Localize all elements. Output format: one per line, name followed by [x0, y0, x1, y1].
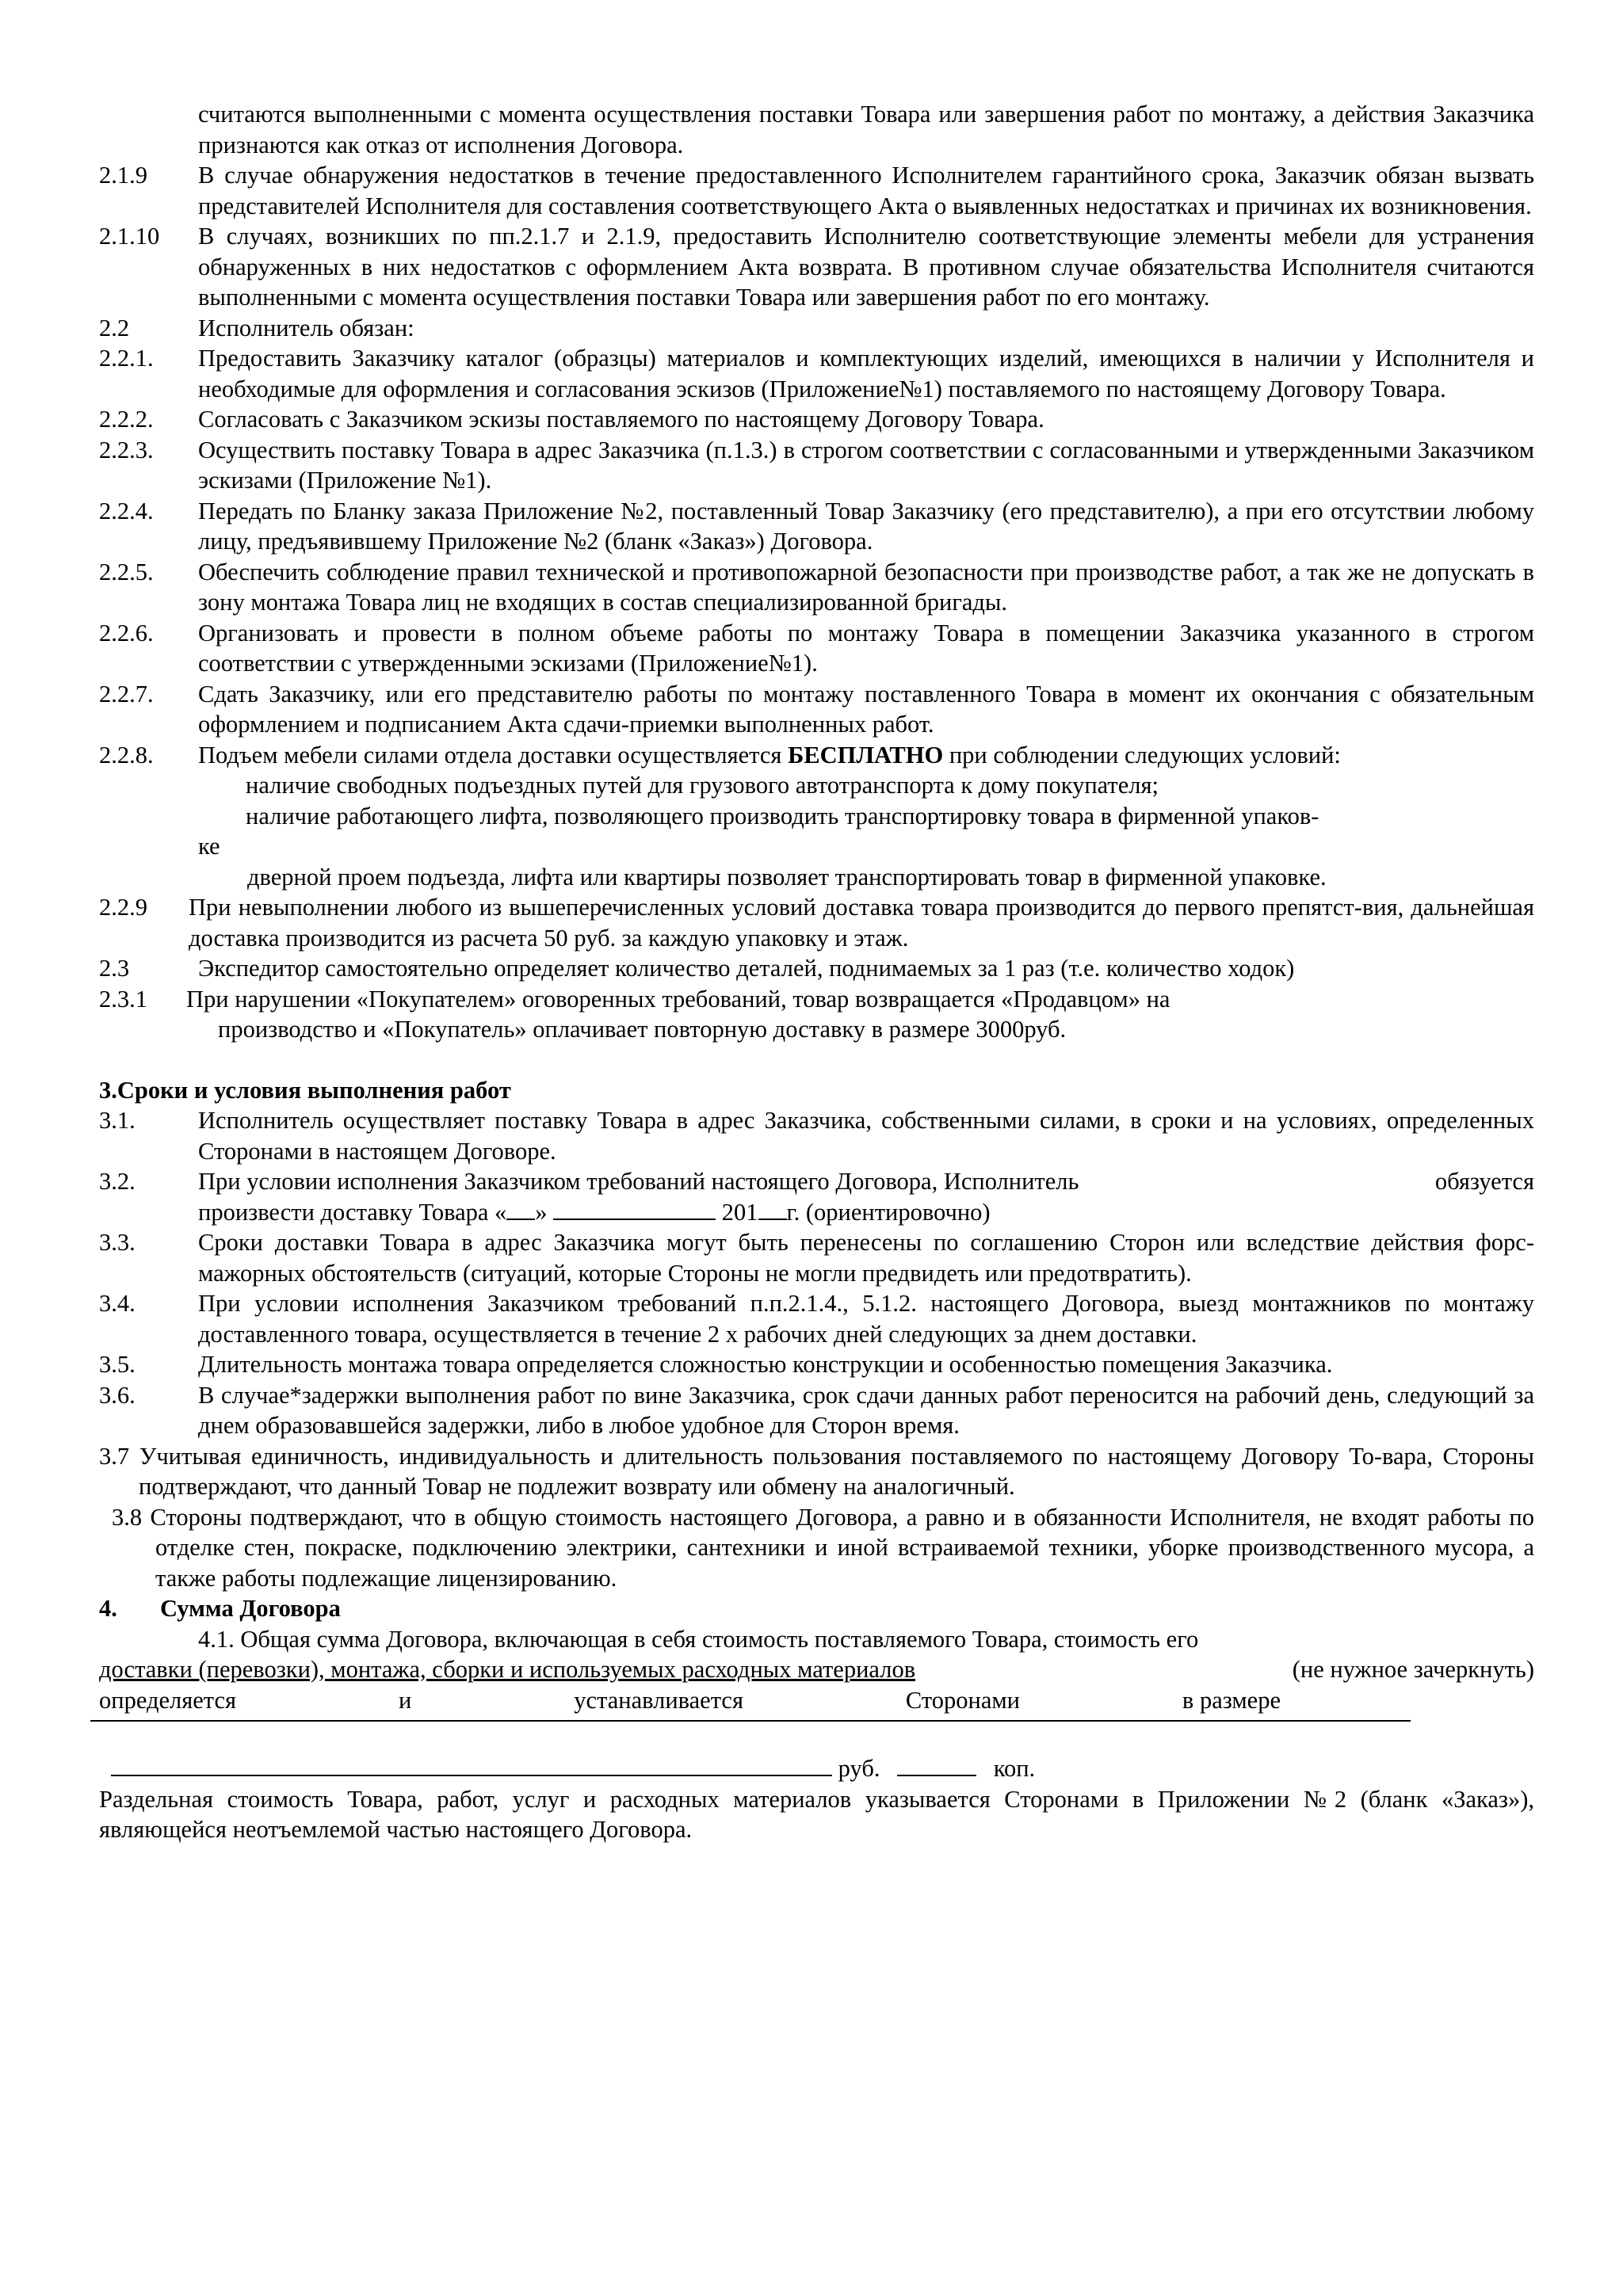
clause-text: Согласовать с Заказчиком эскизы поставляемого по настоящему Договору Товара.: [198, 406, 1044, 433]
clause-text-line1: При нарушении «Покупателем» оговоренных требований, товар возвращается «Продавцом» на: [186, 985, 1170, 1013]
delivery-date-quote: »: [535, 1198, 548, 1226]
clause-number: 2.2.6.: [99, 619, 154, 646]
clause-number: 2.2: [99, 314, 130, 341]
spread-word: и: [398, 1686, 412, 1714]
clause-4-1-line3: [0, 1685, 1623, 1716]
rub-label: руб.: [838, 1755, 880, 1782]
final-paragraph: Раздельная стоимость Товара, работ, услуг и расходных материалов указывается Сторонами в Приложении №2 (бланк «Заказ»), являющейся неотъемлемой частью настоящего Договора.: [99, 1785, 1534, 1843]
top-margin: [0, 0, 1623, 99]
clause-3-8: 3.8 Стороны подтверждают, что в общую стоимость настоящего Договора, а равно и в обязанности Исполнителя, не входят работы по отделке стен, покраске, подключению электрики, сантехники и иной встраиваемой техники, уборке производственного мусора, а также работы подлежащие лицензированию.: [112, 1503, 1534, 1592]
clause-number: 2.2.5.: [99, 558, 154, 585]
condition-text-wrap: ке: [198, 833, 220, 860]
clause-text-before: Подъем мебели силами отдела доставки осуществляется: [198, 741, 782, 769]
clause-2-2-9: [0, 892, 1623, 953]
condition-text: наличие работающего лифта, позволяющего производить транспортировку товара в фирменной упаков-: [246, 802, 1319, 830]
clause-number: 2.2.1.: [99, 345, 154, 372]
clause-2-2-3: [0, 435, 1623, 496]
clause-number: 3.4.: [99, 1290, 136, 1317]
spread-word: устанавливается: [574, 1686, 743, 1714]
clause-2-2-4: [0, 496, 1623, 557]
delivery-year-prefix: 201: [721, 1198, 758, 1226]
clause-text: Сроки доставки Товара в адрес Заказчика могут быть перенесены по соглашению Сторон или вследствие действия форс-мажорных обстоятельств (ситуаций, которые Стороны не могли предвидеть или предотвратить).: [198, 1229, 1534, 1287]
clause-number: 2.3: [99, 955, 130, 982]
delivery-month-blank[interactable]: [553, 1198, 716, 1220]
clause-number: 2.2.8.: [99, 741, 154, 769]
free-emphasis: БЕСПЛАТНО: [788, 741, 944, 769]
clause-3-1: [0, 1105, 1623, 1166]
spread-word: Сторонами: [905, 1686, 1021, 1714]
clause-2-2-1: [0, 343, 1623, 404]
clause-number: 3.3.: [99, 1229, 136, 1256]
clause-number: 3.6.: [99, 1381, 136, 1409]
clause-text: [198, 740, 1534, 771]
clause-text: Исполнитель осуществляет поставку Товара в адрес Заказчика, собственными силами, в сроки и на условиях, определенных Сторонами в настоящем Договоре.: [198, 1107, 1534, 1165]
clause-text: Обеспечить соблюдение правил технической и противопожарной безопасности при производстве работ, а так же не допускать в зону монтажа Товара лиц не входящих в состав специализированной бригады.: [198, 558, 1534, 616]
condition-access-roads: [0, 770, 1623, 801]
clause-text: При невыполнении любого из вышеперечисленных условий доставка товара производится до первого препятст-вия, дальнейшая доставка производится из расчета 50 руб. за каждую упаковку и этаж.: [189, 894, 1534, 952]
clause-2-3: [0, 953, 1623, 984]
clause-text-line1-main: При условии исполнения Заказчиком требований настоящего Договора, Исполнитель: [198, 1168, 1079, 1195]
section-number: 4.: [99, 1595, 117, 1622]
clause-2-1-9: [0, 160, 1623, 221]
delivery-day-blank[interactable]: [506, 1198, 535, 1220]
clause-number: 3.2.: [99, 1168, 136, 1195]
clause-2-3-1: [0, 984, 1623, 1045]
clause-number: 2.2.9: [99, 894, 147, 921]
clause-number: 2.1.10: [99, 223, 160, 250]
spread-word: в размере: [1182, 1686, 1281, 1714]
clause-number: 2.2.4.: [99, 497, 154, 524]
clause-text: Исполнитель обязан:: [198, 314, 414, 341]
strike-options: доставки (перевозки), монтажа, сборки и используемых расходных материалов: [99, 1656, 916, 1683]
clause-3-7: 3.7 Учитывая единичность, индивидуальность и длительность пользования поставляемого по настоящему Договору То-вара, Стороны подтверждают, что данный Товар не подлежит возврату или обмену на аналогичный.: [99, 1442, 1534, 1500]
clause-4-1-line2: [99, 1654, 1534, 1685]
clause-2-2: [0, 313, 1623, 344]
clause-text: В случае обнаружения недостатков в течение предоставленного Исполнителем гарантийного срока, Заказчик обязан вызвать представителей Исполнителя для составления соответствующего Акта о выявленных недостатках и причинах их возникновения.: [198, 162, 1534, 219]
section-title-text: Сумма Договора: [160, 1595, 341, 1622]
strike-instruction: (не нужное зачеркнуть): [1292, 1656, 1534, 1683]
clause-text-line1-end: обязуется: [1434, 1168, 1534, 1195]
clause-text: Осуществить поставку Товара в адрес Заказчика (п.1.3.) в строгом соответствии с согласованными и утвержденными Заказчиком эскизами (Приложение №1).: [198, 436, 1534, 494]
spread-word: определяется: [99, 1686, 237, 1714]
kop-label: коп.: [993, 1755, 1036, 1782]
clause-3-5: [0, 1349, 1623, 1380]
clause-3-2: [0, 1166, 1623, 1227]
clause-2-2-7: [0, 679, 1623, 740]
clause-4-1-lead: 4.1. Общая сумма Договора, включающая в себя стоимость поставляемого Товара, стоимость его: [198, 1625, 1199, 1653]
clause-2-2-5: [0, 557, 1623, 618]
clause-number: 2.2.7.: [99, 680, 154, 707]
clause-3-3: [0, 1227, 1623, 1288]
condition-text: наличие свободных подъездных путей для грузового автотранспорта к дому покупателя;: [246, 772, 1159, 799]
clause-number: 2.1.9: [99, 162, 147, 189]
clause-text-line2: производство и «Покупатель» оплачивает повторную доставку в размере 3000руб.: [218, 1016, 1067, 1043]
continuation-text: считаются выполненными с момента осуществления поставки Товара или завершения работ по монтажу, а действия Заказчика признаются как отказ от исполнения Договора.: [198, 101, 1534, 158]
clause-2-2-6: [0, 618, 1623, 679]
clause-text: В случае*задержки выполнения работ по вине Заказчика, срок сдачи данных работ переносится на рабочий день, следующий за днем образовавшейся задержки, либо в любое удобное для Сторон время.: [198, 1381, 1534, 1439]
clause-2-1-10: [0, 221, 1623, 313]
delivery-date-suffix: г. (ориентировочно): [786, 1198, 991, 1226]
condition-elevator: [0, 801, 1623, 862]
clause-text: Длительность монтажа товара определяется сложностью конструкции и особенностью помещения Заказчика.: [198, 1351, 1333, 1378]
delivery-date-line: [198, 1197, 1534, 1228]
clause-text-after: при соблюдении следующих условий:: [949, 741, 1341, 769]
clause-2-2-2: [0, 404, 1623, 435]
clause-text: При условии исполнения Заказчиком требований п.п.2.1.4., 5.1.2. настоящего Договора, выезд монтажников по монтажу доставленного товара, осуществляется в течение 2 х рабочих дней следующих за днем доставки.: [198, 1290, 1534, 1348]
clause-number: 2.3.1: [99, 985, 147, 1013]
clause-text: В случаях, возникших по пп.2.1.7 и 2.1.9, предоставить Исполнителю соответствующие элементы мебели для устранения обнаруженных в них недостатков с оформлением Акта возврата. В противном случае обязательства Исполнителя считаются выполненными с момента осуществления поставки Товара или завершения работ по его монтажу.: [198, 223, 1534, 311]
section-3-title: 3.Сроки и условия выполнения работ: [99, 1076, 511, 1104]
clause-text: Сдать Заказчику, или его представителю работы по монтажу поставленного Товара в момент их окончания с обязательным оформлением и подписанием Акта сдачи-приемки выполненных работ.: [198, 680, 1534, 738]
clause-number: 3.5.: [99, 1351, 136, 1378]
clause-text: Предоставить Заказчику каталог (образцы) материалов и комплектующих изделий, имеющихся в наличии у Исполнителя и необходимые для оформления и согласования эскизов (Приложение№1) поставляемого по настоящему Договору Товара.: [198, 345, 1534, 402]
rubles-blank[interactable]: [111, 1754, 832, 1776]
delivery-date-prefix: произвести доставку Товара «: [198, 1198, 507, 1226]
condition-doorway: [0, 862, 1623, 893]
section-gap: [0, 1045, 1623, 1075]
amount-line: [0, 1753, 1623, 1784]
clause-number: 2.2.3.: [99, 436, 154, 463]
continuation-paragraph: [0, 99, 1623, 160]
delivery-year-blank[interactable]: [758, 1198, 787, 1220]
clause-3-4: [0, 1288, 1623, 1349]
clause-text: Экспедитор самостоятельно определяет количество деталей, поднимаемых за 1 раз (т.е. количество ходок): [198, 955, 1295, 982]
clause-2-2-8: [0, 740, 1623, 771]
kopecks-blank[interactable]: [897, 1754, 976, 1776]
condition-text: дверной проем подъезда, лифта или квартиры позволяет транспортировать товар в фирменной упаковке.: [247, 863, 1327, 891]
clause-3-6: [0, 1380, 1623, 1441]
clause-number: 3.1.: [99, 1107, 136, 1134]
clause-number: 2.2.2.: [99, 406, 154, 433]
clause-text: Организовать и провести в полном объеме работы по монтажу Товара в помещении Заказчика указанного в строгом соответствии с утвержденными эскизами (Приложение№1).: [198, 619, 1534, 677]
clause-4-1: [0, 1624, 1623, 1685]
clause-text: Передать по Бланку заказа Приложение №2, поставленный Товар Заказчику (его представителю), а при его отсутствии любому лицу, предъявившему Приложение №2 (бланк «Заказ») Договора.: [198, 497, 1534, 555]
amount-words-line[interactable]: [90, 1720, 1411, 1722]
section-4-title: [0, 1593, 1623, 1624]
clause-text-line1: [198, 1166, 1534, 1197]
